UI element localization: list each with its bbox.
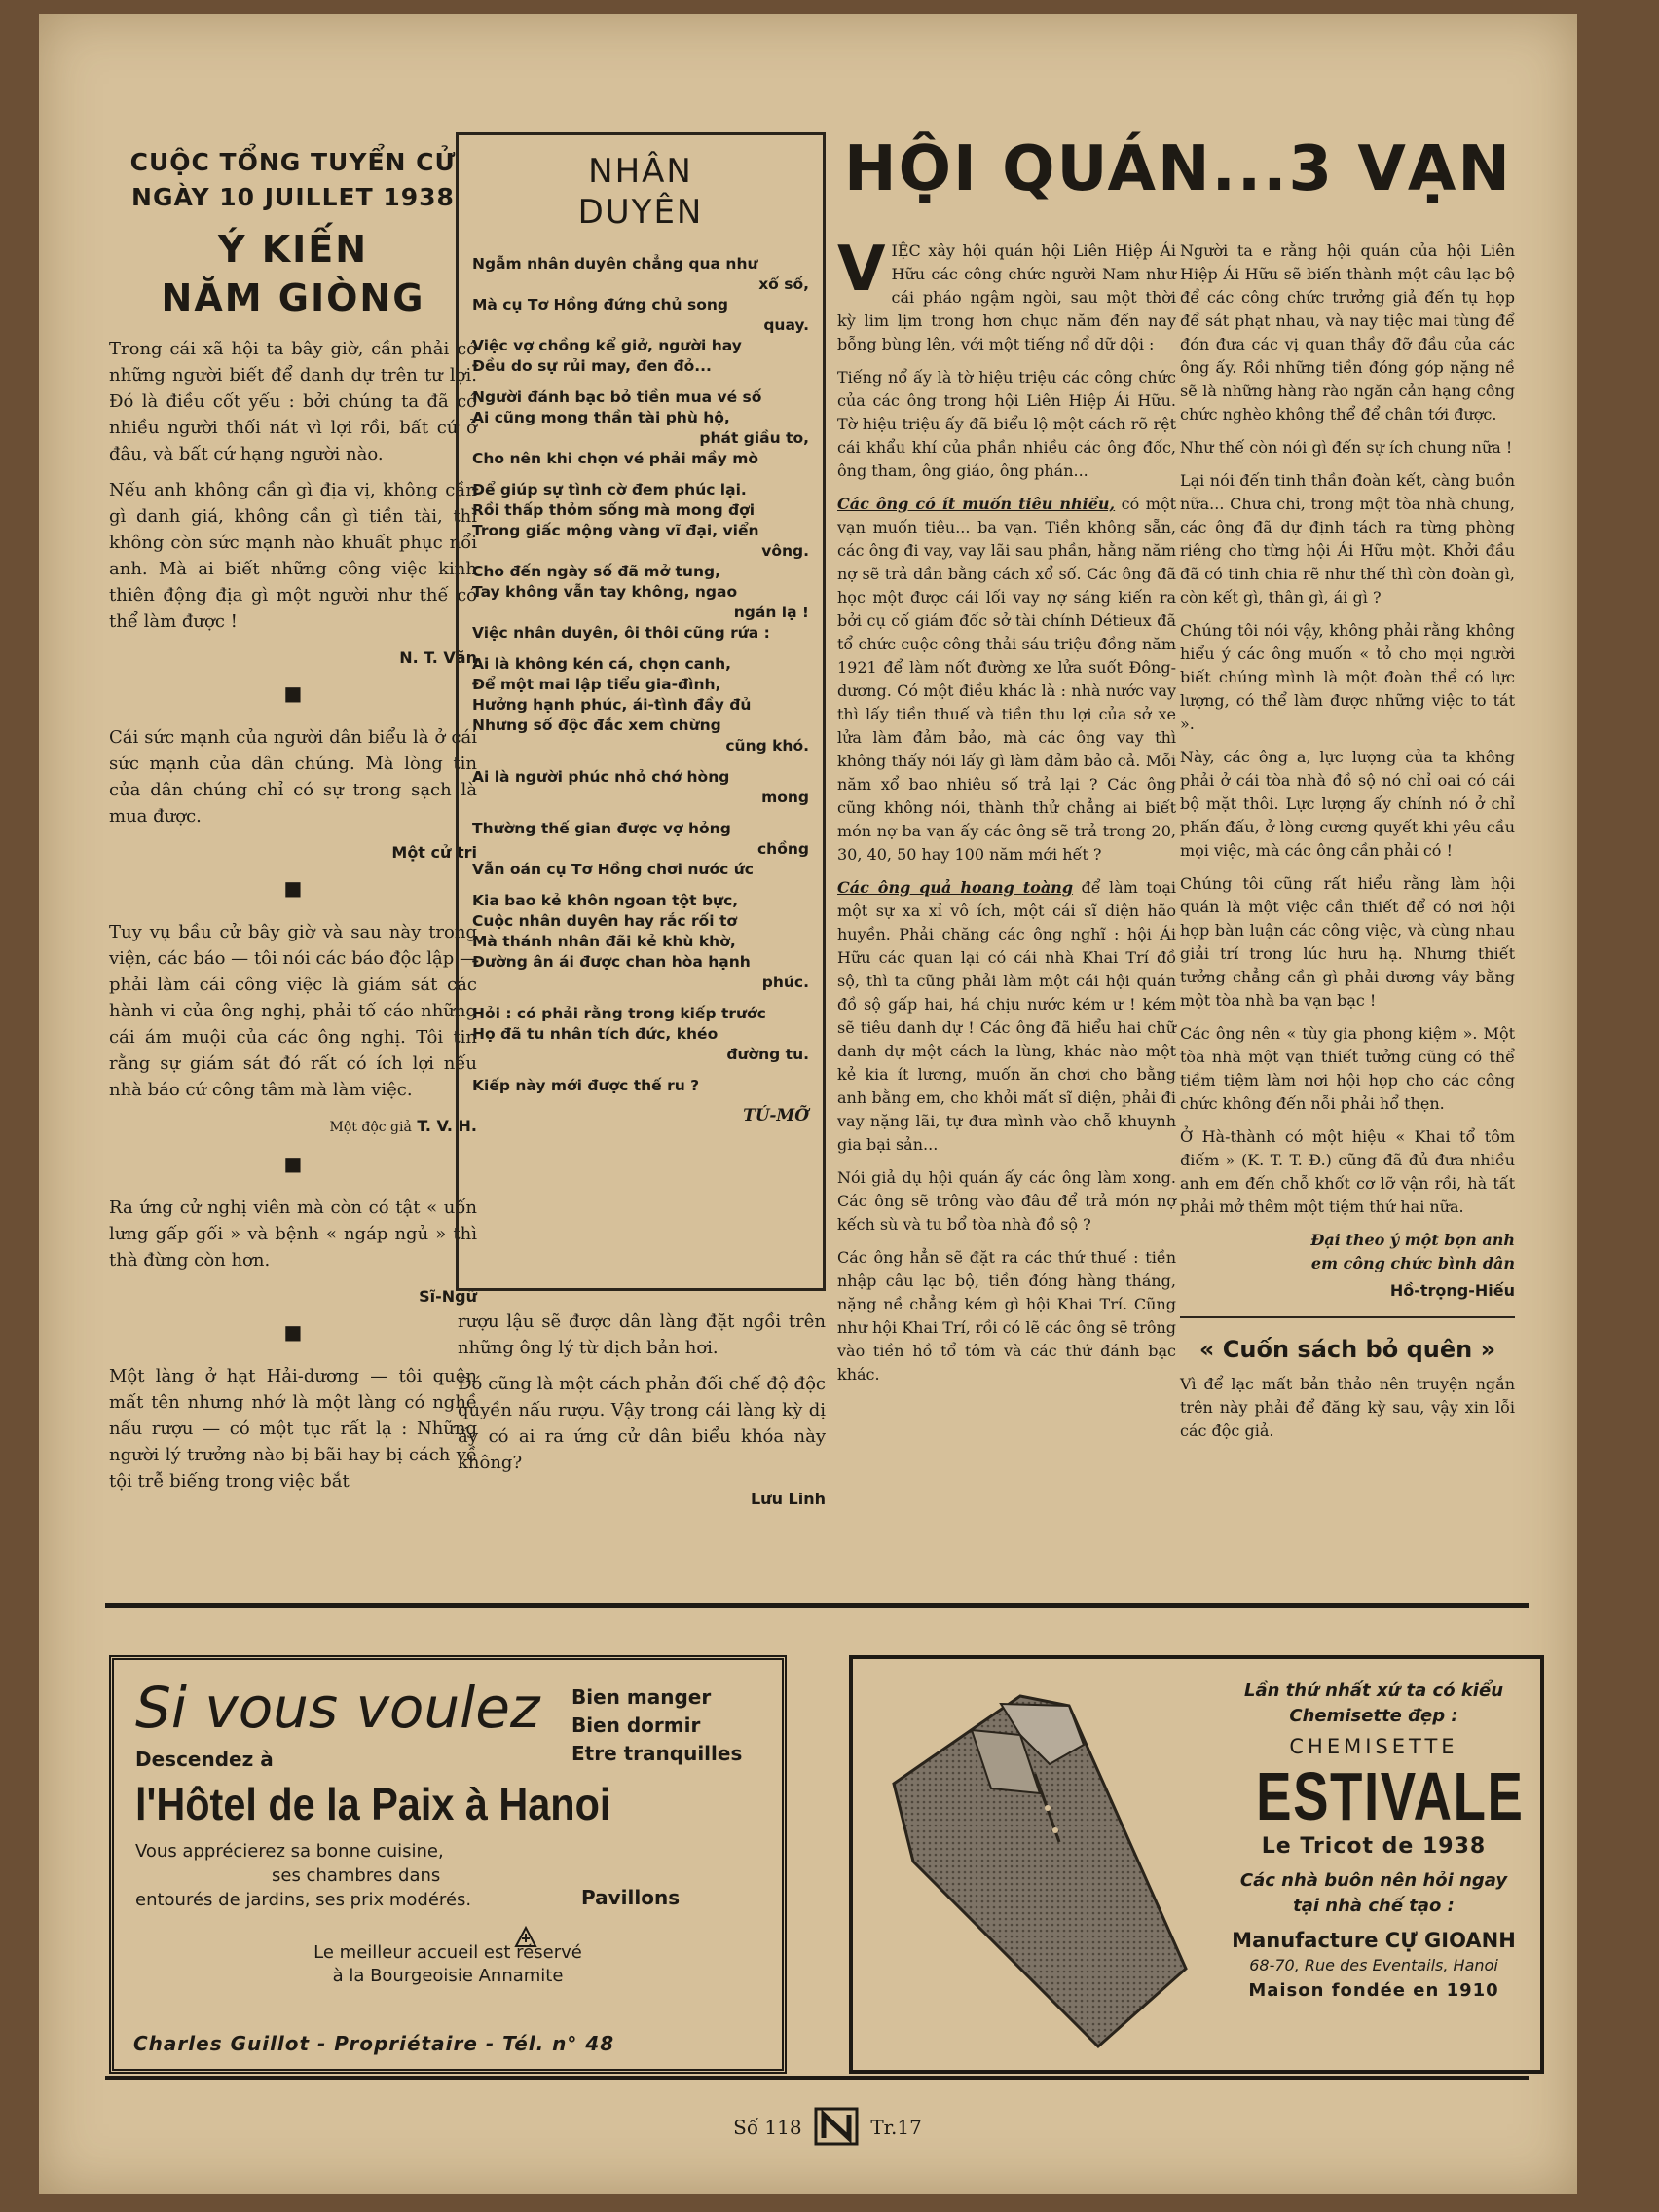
poem-line: Hỏi : có phải rằng trong kiếp trước: [472, 1005, 766, 1022]
poem-line: Mà cụ Tơ Hồng đứng chủ song: [472, 296, 728, 313]
poem-line: xổ số,: [758, 276, 809, 293]
signature: Lưu Linh: [750, 1490, 826, 1508]
signature-note-line: Đại theo ý một bọn anh: [1310, 1231, 1515, 1249]
opinion-paragraph: Tuy vụ bầu cử bây giờ và sau này trong viện, các báo — tôi nói các báo độc lập — phải làm cái công việc là giám sát các hành vi của ông nghị, phải tố cáo những cái ám muội của các ông nghị. Tôi tin rằng sự giám sát đó rất có ích lợi nếu nhà báo cứ công tâm mà làm việc.: [109, 922, 477, 1100]
ad-note: [1223, 1868, 1525, 1919]
poem-line: đường tu.: [726, 1046, 809, 1063]
issue-number: Số 118: [733, 2116, 802, 2139]
poem-line: phúc.: [761, 974, 809, 991]
poem-title-line-1: NHÂN: [588, 152, 693, 191]
article-paragraph: Các ông quả hoang toàng để làm toại một sự xa xỉ vô ích, một cái sĩ diện hão huyền. Phải chăng các ông nghĩ : hội Ái Hữu các quan lại có cái nhà Khai Trí đồ sộ, thì ta cũng phải làm một cái hội quán đồ sộ gấp hai, há chịu nước kém ư ! kém sẽ tiêu danh dự ! Các ông đã hiểu hai chữ danh dự một cách la lùng, khác nào một kẻ kia ít lương, muốn ăn chơi cho bằng anh bằng em, cho khỏi mất sĩ diện, phải đi vay nặng lãi, tự đưa mình vào chỗ khuynh gia bại sản...: [837, 878, 1177, 1154]
poem-line: Cho nên khi chọn vé phải mầy mò: [472, 450, 759, 467]
opinions-column: [109, 145, 477, 1504]
ad-benefits: [571, 1683, 742, 1768]
poem-line: ngán lạ !: [733, 604, 809, 621]
poem-line: Họ đã tu nhân tích đức, khéo: [472, 1025, 719, 1043]
poem-line: Ai là không kén cá, chọn canh,: [472, 655, 732, 673]
signature: N. T. Văn: [399, 648, 477, 667]
article-paragraph: Tiếng nổ ấy là tờ hiệu triệu các công chức của các ông trong hội Liên Hiệp Ái Hữu. Tờ hiệu triệu ấy đã biểu lộ một cách rõ rệt cái khẩu khí của phần nhiều các ông đốc, ông tham, ông giáo, ông phán...: [837, 368, 1176, 480]
signature-prefix: Một độc giả: [329, 1120, 412, 1135]
poem-line: Vẫn oán cụ Tơ Hồng chơi nước ức: [472, 861, 754, 878]
poem-line: Rồi thấp thỏm sống mà mong đợi: [472, 501, 756, 519]
separator-mark: ■: [283, 1152, 303, 1175]
article-paragraph: Các ông có ít muốn tiêu nhiều, có một vạn muốn tiêu... ba vạn. Tiền không sẵn, các ông đi vay, vay lãi sau phần, hằng năm nợ sẽ trả dần bằng cách xổ số. Các ông đã học một được cái lối vay nợ sáng kiến ra bởi cụ cố giám đốc sở tài chính Détieux đã tổ chức cuộc công thải sáu triệu đồng năm 1921 để làm nốt đường xe lửa suốt Đông-dương. Có một điều khác là : nhà nước vay thì lấy tiền thuế và tiền thu lợi của sở xe lửa làm đảm bảo, mà các ông vay thì không thấy nói lấy gì làm đảm bảo cả. Mỗi năm xổ bao nhiêu số trả lại ? Các ông cũng không nói, thành thử chẳng ai biết món nợ ba vạn ấy các ông sẽ trả trong 20, 30, 40, 50 hay 100 năm mới hết ?: [837, 495, 1177, 864]
poem-line: Trong giấc mộng vàng vĩ đại, viển: [472, 522, 759, 539]
signature-note-line: em công chức bình dân: [1310, 1254, 1515, 1272]
article-paragraph: Nói giả dụ hội quán ấy các ông làm xong. Các ông sẽ trông vào đâu để trả món nợ kếch sù và tu bổ tòa nhà đồ sộ ?: [837, 1168, 1176, 1234]
ad-intro-line: Lần thứ nhất xứ ta có kiểu: [1243, 1680, 1504, 1701]
newspaper-logo-icon: [814, 2107, 859, 2151]
shirt-advertisement: [849, 1655, 1544, 2074]
address: 68-70, Rue des Eventails, Hanoi: [1249, 1956, 1498, 1974]
article-paragraph: Ở Hà-thành có một hiệu « Khai tổ tôm điếm » (K. T. T. Đ.) cũng đã đủ đưa nhiều anh em đến chỗ khốt cơ lỡ vận rồi, hà tất phải mở thêm một tiệm thứ hai nữa.: [1180, 1127, 1515, 1216]
signature-name: T. V. H.: [417, 1117, 477, 1135]
opinion-continuation: [458, 1309, 826, 1522]
ad-note: [135, 1941, 760, 1988]
poem-line: quay.: [763, 316, 809, 334]
notice-title: « Cuốn sách bỏ quên »: [1198, 1336, 1496, 1363]
signature: Một cử tri: [391, 843, 477, 862]
poem-line: vông.: [761, 542, 809, 560]
poem-line: Mà thánh nhân đãi kẻ khù khờ,: [472, 933, 736, 950]
article-paragraph: VIỆC xây hội quán hội Liên Hiệp Ái Hữu các công chức người Nam như cái pháo ngậm ngòi, sau một thời kỳ lim lịm trong hơn chục năm đến nay bỗng bùng lên, với một tiếng nổ dữ dội :: [837, 234, 1176, 353]
poem-box: [456, 132, 826, 1291]
newspaper-page: [39, 14, 1577, 2194]
ad-note-line: tại nhà chế tạo :: [1293, 1896, 1455, 1916]
poem-line: Kia bao kẻ khôn ngoan tột bực,: [472, 892, 739, 909]
ad-bottom-rule: [105, 2076, 1529, 2080]
poem-line: Ai là người phúc nhỏ chớ hòng: [472, 768, 730, 786]
drop-cap: V: [837, 234, 886, 306]
article-paragraph: Này, các ông a, lực lượng của ta không phải ở cái tòa nhà đồ sộ nó chỉ oai có cái bộ mặt thôi. Lực lượng ấy chính nó ở chỉ phấn đấu, ở lòng cương quyết khi yêu cầu mọi việc, mà các ông cần phải có !: [1180, 748, 1515, 860]
separator-mark: ■: [283, 876, 303, 900]
ad-note-line: à la Bourgeoisie Annamite: [332, 1966, 564, 1986]
poem-line: cũng khó.: [725, 737, 809, 755]
ad-note-line: Le meilleur accueil est réservé: [313, 1942, 582, 1963]
opinion-paragraph: Cái sức mạnh của người dân biểu là ở cái sức mạnh của dân chúng. Mà lòng tin của dân chúng chỉ có sự trong sạch là mua được.: [109, 727, 477, 827]
ad-line: ses chambres dans: [272, 1865, 441, 1886]
signature: Hồ-trọng-Hiếu: [1389, 1281, 1515, 1300]
article-column-2: [1180, 240, 1515, 1453]
article-paragraph: Các ông hẳn sẽ đặt ra các thứ thuế : tiền nhập câu lạc bộ, tiền đóng hàng tháng, nặng nề chẳng kém gì hội Khai Trí. Cũng như hội Khai Trí, rồi có lẽ các ông sẽ trông vào tiền hồ tổ tôm và các thứ đánh bạc khác.: [837, 1248, 1176, 1383]
opinion-paragraph: Ra ứng cử nghị viên mà còn có tật « uốn lưng gấp gối » và bệnh « ngáp ngủ » thì thà đừng còn hơn.: [109, 1198, 477, 1271]
poem-lines: [472, 254, 809, 1096]
article-paragraph: Lại nói đến tinh thần đoàn kết, càng buồn nữa... Chưa chi, trong một tòa nhà chung, các ông đã dự định tách ra từng phòng riêng cho từng hội Ái Hữu một. Khởi đầu đã có tinh chia rẽ như thế thì còn đoàn gì, còn kết gì, thân gì, ái gì ?: [1180, 471, 1515, 607]
ad-footer: Charles Guillot - Propriétaire - Tél. n° 48: [133, 2032, 615, 2055]
poem-line: Kiếp này mới được thế ru ?: [472, 1077, 700, 1094]
ad-benefit: Bien dormir: [571, 1714, 701, 1737]
hotel-emblem-icon: [513, 1925, 538, 1956]
poem-line: chồng: [756, 840, 809, 858]
opinion-paragraph: Đó cũng là một cách phản đối chế độ độc quyền nấu rượu. Vậy trong cái làng kỳ dị ấy có ai ra ứng cử dân biểu khóa này không?: [458, 1374, 826, 1473]
product-tagline: Le Tricot de 1938: [1261, 1834, 1487, 1859]
poem-line: Tay không vẫn tay không, ngao: [472, 583, 738, 601]
poem-line: Đều do sự rủi may, đen đỏ...: [472, 357, 712, 375]
notice-body: Vì để lạc mất bản thảo nên truyện ngắn trên này phải để đăng kỳ sau, vậy xin lỗi các độc giả.: [1180, 1375, 1515, 1440]
hotel-name: l'Hôtel de la Paix à Hanoi: [135, 1779, 611, 1829]
poem-line: Thường thế gian được vợ hỏng: [472, 820, 731, 837]
separator-mark: ■: [283, 1320, 303, 1344]
subhead: Các ông có ít muốn tiêu nhiều,: [837, 495, 1116, 513]
page-footer: [701, 2107, 954, 2151]
founded-line: Maison fondée en 1910: [1248, 1980, 1499, 2001]
ad-benefit: Bien manger: [571, 1685, 712, 1709]
ad-line: entourés de jardins, ses prix modérés.: [135, 1890, 472, 1910]
article-paragraph: Chúng tôi nói vậy, không phải rằng không hiểu ý các ông muốn « tỏ cho mọi người biết chúng mình là một đoàn thể có lực lượng, có thể làm được những việc to tát ».: [1180, 621, 1515, 733]
headline-line-2: NĂM GIÒNG: [161, 276, 425, 319]
poem-line: phát giầu to,: [699, 429, 809, 447]
ad-intro-line: Chemisette đẹp :: [1289, 1706, 1458, 1726]
article-paragraph: Chúng tôi cũng rất hiểu rằng làm hội quán là một việc cần thiết để có nơi hội họp bàn luận các công việc, và cùng nhau giải trí trong lúc hưu hạ. Nhưng thiết tưởng chẳng cần gì phải dương vây bằng một tòa nhà ba vạn bạc !: [1180, 874, 1515, 1010]
subhead: Các ông quả hoang toàng: [837, 878, 1074, 897]
manufacturer: Manufacture CỰ GIOANH: [1232, 1929, 1516, 1952]
opinion-paragraph: Trong cái xã hội ta bây giờ, cần phải có những người biết để danh dự trên tư lợi. Đó là điều cốt yếu : bởi chúng ta đã có nhiều người thối nát vì lợi rồi, bất cứ ở đâu, và bất cứ hạng người nào.: [109, 339, 477, 464]
ad-headline: Si vous voulez: [135, 1675, 540, 1741]
poem-line: Đường ân ái được chan hòa hạnh: [472, 953, 751, 971]
ad-pavillons: Pavillons: [581, 1886, 681, 1909]
brand-name: ESTIVALE: [1256, 1758, 1525, 1834]
poem-line: Để giúp sự tình cờ đem phúc lại.: [472, 481, 747, 498]
poem-line: Để một mai lập tiểu gia-đình,: [472, 676, 721, 693]
ad-line: Vous apprécierez sa bonne cuisine,: [135, 1841, 444, 1862]
poem-line: Hưởng hạnh phúc, ái-tình đầy đủ: [472, 696, 752, 714]
opinion-paragraph: Nếu anh không cần gì địa vị, không cần gì danh giá, không cần gì tiền tài, thì không còn sức mạnh nào khuất phục nổi anh. Mà ai biết những công việc kinh thiên động địa gì một người như thế có thể làm được !: [109, 480, 477, 632]
ad-subhead: Descendez à: [135, 1748, 274, 1771]
separator-mark: ■: [283, 682, 303, 705]
opinion-paragraph: rượu lậu sẽ được dân làng đặt ngồi trên những ông lý từ dịch bản hơi.: [458, 1311, 826, 1358]
page-number: Tr.17: [870, 2116, 922, 2139]
article-column-1: [837, 234, 1177, 1396]
shirt-illustration-icon: [874, 1677, 1205, 2070]
ad-benefit: Etre tranquilles: [571, 1742, 743, 1765]
article-title: HỘI QUÁN...3 VẠN: [844, 133, 1512, 205]
poem-line: Việc vợ chồng kể giở, người hay: [472, 337, 742, 354]
column-headline: [109, 225, 477, 322]
headline-line-1: Ý KIẾN: [217, 228, 369, 271]
poem-line: Ai cũng mong thần tài phù hộ,: [472, 409, 730, 426]
poem-line: Ngẫm nhân duyên chẳng qua như: [472, 255, 758, 273]
signature: [109, 1113, 477, 1141]
poem-line: mong: [761, 789, 809, 806]
poem-title: [472, 151, 809, 233]
divider: [1180, 1316, 1515, 1318]
shirt-ad-text: [1223, 1678, 1525, 2001]
signature: Sĩ-Ngữ: [419, 1287, 477, 1306]
poem-title-line-2: DUYÊN: [577, 193, 704, 232]
poem-line: Cuộc nhân duyên hay rắc rối tơ: [472, 912, 738, 930]
hotel-advertisement: [109, 1655, 787, 2074]
kicker-line-2: NGÀY 10 JUILLET 1938: [131, 183, 455, 211]
signature-note: [1180, 1229, 1515, 1275]
ad-top-rule: [105, 1603, 1529, 1608]
article-paragraph: Như thế còn nói gì đến sự ích chung nữa !: [1180, 438, 1513, 457]
poem-line: Người đánh bạc bỏ tiền mua vé số: [472, 388, 762, 406]
opinion-paragraph: Một làng ở hạt Hải-dương — tôi quên mất tên nhưng nhớ là một làng có nghề nấu rượu — có một tục rất lạ : Những người lý trưởng nào bị bãi hay bị cách về tội trễ biếng trong việc bắt: [109, 1366, 477, 1492]
poem-line: Nhưng số độc đắc xem chừng: [472, 717, 721, 734]
article-paragraph: Người ta e rằng hội quán của hội Liên Hiệp Ái Hữu sẽ biến thành một câu lạc bộ để các công chức trưởng giả đến tụ họp để sát phạt nhau, và nay tiệc mai tùng để đón đưa các vị quan thầy đỡ đầu của các ông ấy. Rồi những tiền đóng góp nặng nề sẽ là những hàng rào ngăn cản hạng công chức nghèo không thể để chân tới được.: [1180, 241, 1515, 424]
product-category: CHEMISETTE: [1289, 1735, 1458, 1758]
ad-note-line: Các nhà buôn nên hỏi ngay: [1239, 1870, 1508, 1891]
article-paragraph: Các ông nên « tùy gia phong kiệm ». Một tòa nhà một vạn thiết tưởng cũng có thể tiềm tiệm làm nơi hội họp cho các công chức không đến nỗi phải hổ thẹn.: [1180, 1024, 1515, 1113]
kicker-line-1: CUỘC TỔNG TUYỂN CỬ: [129, 148, 457, 176]
poem-line: Cho đến ngày số đã mở tung,: [472, 563, 720, 580]
poem-author: TÚ-MỠ: [743, 1106, 809, 1125]
poem-line: Việc nhân duyên, ôi thôi cũng rứa :: [472, 624, 770, 642]
